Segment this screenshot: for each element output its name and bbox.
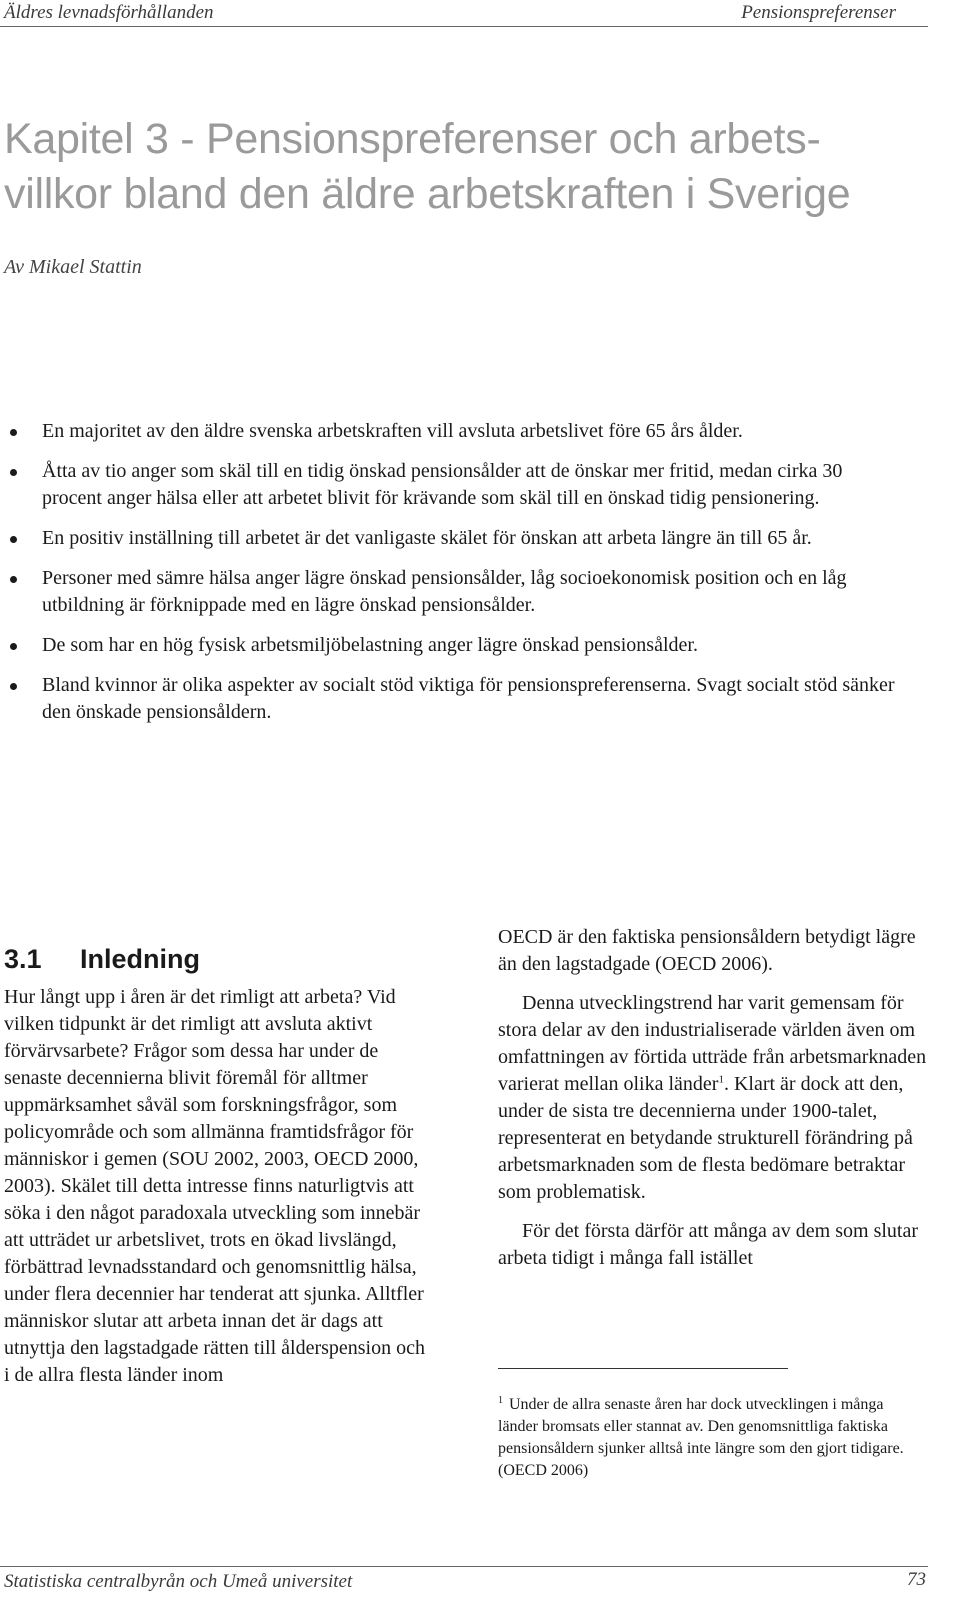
running-header-left: Äldres levnadsförhållanden [4, 2, 214, 23]
bullet-icon [10, 643, 17, 650]
footnote-marker: 1 [498, 1394, 503, 1406]
summary-bullet: En positiv inställning till arbetet är det vanligaste skälet för önskan att arbeta längre än till 65 år. [4, 525, 904, 552]
summary-bullet: Åtta av tio anger som skäl till en tidig önskad pensionsålder att de önskar mer fritid, medan cirka 30 procent anger hälsa eller att arbetet blivit för krävande som skäl till en önskad tidig pensionering. [4, 458, 904, 512]
section-number: 3.1 [4, 944, 42, 974]
body-paragraph: OECD är den faktiska pensionsåldern betydigt lägre än den lagstadgade (OECD 2006). [498, 926, 916, 975]
left-column [4, 984, 430, 1389]
summary-bullet: De som har en hög fysisk arbetsmiljöbelastning anger lägre önskad pensionsålder. [4, 632, 904, 659]
chapter-title-line-2: villkor bland den äldre arbetskraften i Sverige [4, 170, 851, 218]
summary-bullet-list [4, 418, 904, 739]
body-paragraph: Hur långt upp i åren är det rimligt att arbeta? Vid vilken tidpunkt är det rimligt att avsluta aktivt förvärvsarbete? Frågor som dessa har under de senaste decennierna blivit föremål för alltmer uppmärksamhet såväl som forskningsfrågor, som policyområde och som allmänna framtidsfrågor för människor i gemen (SOU 2002, 2003, OECD 2000, 2003). Skälet till detta intresse finns naturligtvis att söka i den något paradoxala utveckling som innebär att utträdet ur arbetslivet, trots en ökad livslängd, förbättrad levnadsstandard och genomsnittlig hälsa, under flera decennier har tenderat att sjunka. Alltfler människor slutar att arbeta innan det är dags att utnyttja den lagstadgade rätten till ålderspension och i de allra flesta länder inom [4, 986, 425, 1386]
section-heading [4, 944, 200, 975]
chapter-title [4, 112, 904, 222]
page-number: 73 [907, 1569, 926, 1590]
bullet-icon [10, 683, 17, 690]
footnote-reference: 1 [718, 1073, 724, 1086]
footnote-text: Under de allra senaste åren har dock utvecklingen i många länder bromsats eller stannat av. Den genomsnittliga faktiska pensionsåldern sjunker alltså inte längre som den gjort tidigare. (OECD 2006) [498, 1396, 904, 1479]
header-rule [0, 26, 928, 27]
right-column [498, 924, 928, 1272]
section-title: Inledning [80, 944, 200, 974]
footer-publisher: Statistiska centralbyrån och Umeå universitet [4, 1571, 353, 1592]
bullet-icon [10, 536, 17, 543]
bullet-icon [10, 469, 17, 476]
author-byline: Av Mikael Stattin [4, 256, 142, 278]
summary-bullet: Personer med sämre hälsa anger lägre önskad pensionsålder, låg socioekonomisk position och en låg utbildning är förknippade med en lägre önskad pensionsålder. [4, 565, 904, 619]
summary-bullet: Bland kvinnor är olika aspekter av socialt stöd viktiga för pensionspreferenserna. Svagt socialt stöd sänker den önskade pensionsåldern. [4, 672, 904, 726]
chapter-title-line-1: Kapitel 3 - Pensionspreferenser och arbets- [4, 115, 821, 163]
footnote [498, 1394, 918, 1482]
bullet-icon [10, 576, 17, 583]
running-header-right: Pensionspreferenser [741, 2, 896, 23]
body-paragraph: Denna utvecklingstrend har varit gemensam för stora delar av den industrialiserade världen även om omfattningen av förtida utträde från arbetsmarknaden varierat mellan olika länder$^1$. Klart är dock att den, under de sista tre decennierna under 1900-talet, representerat en betydande strukturell förändring på arbetsmarknaden som de flesta bedömare betraktar som problematisk. [498, 992, 927, 1203]
body-paragraph: För det första därför att många av dem som slutar arbeta tidigt i många fall istället [498, 1220, 918, 1269]
footer-rule [0, 1566, 928, 1567]
bullet-icon [10, 429, 17, 436]
summary-bullet: En majoritet av den äldre svenska arbetskraften vill avsluta arbetslivet före 65 års ålder. [4, 418, 904, 445]
footnote-rule [498, 1368, 788, 1369]
